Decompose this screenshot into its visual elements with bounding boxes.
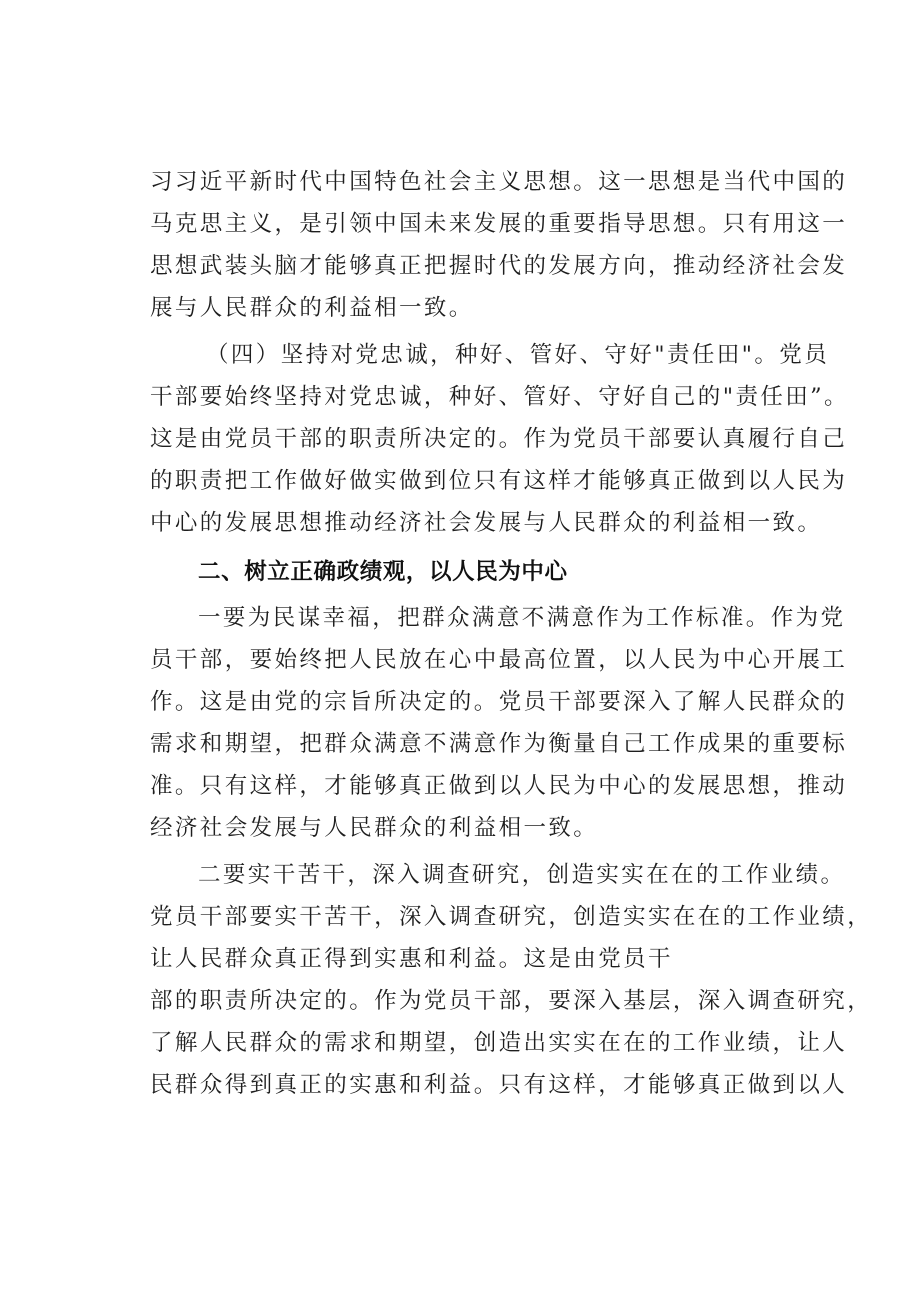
paragraph-line: 这是由党员干部的职责所决定的。作为党员干部要认真履行自己 — [150, 426, 848, 452]
paragraph-line: 需求和期望，把群众满意不满意作为衡量自己工作成果的重要标 — [150, 731, 848, 757]
paragraph-line: 习习近平新时代中国特色社会主义思想。这一思想是当代中国的 — [150, 169, 848, 195]
paragraph-line: （四）坚持对党忠诚，种好、管好、守好"责任田"。党员 — [206, 342, 830, 368]
paragraph-line: 展与人民群众的利益相一致。 — [150, 295, 474, 321]
paragraph-line: 部的职责所决定的。作为党员干部，要深入基层，深入调查研究， — [150, 988, 873, 1014]
paragraph-line: 马克思主义，是引领中国未来发展的重要指导思想。只有用这一 — [150, 211, 848, 237]
paragraph-line: 的职责把工作做好做实做到位只有这样才能够真正做到以人民为 — [150, 468, 848, 494]
paragraph-line: 经济社会发展与人民群众的利益相一致。 — [150, 815, 599, 841]
paragraph-line: 一要为民谋幸福，把群众满意不满意作为工作标准。作为党 — [198, 605, 846, 631]
paragraph-line: 中心的发展思想推动经济社会发展与人民群众的利益相一致。 — [150, 510, 823, 536]
paragraph-line: 作。这是由党的宗旨所决定的。党员干部要深入了解人民群众的 — [150, 689, 848, 715]
paragraph-line: 思想武装头脑才能够真正把握时代的发展方向，推动经济社会发 — [150, 253, 848, 279]
paragraph-line: 二要实干苦干，深入调查研究，创造实实在在的工作业绩。 — [198, 862, 846, 888]
paragraph-line: 让人民群众真正得到实惠和利益。这是由党员干 — [150, 946, 673, 972]
section-heading: 二、树立正确政绩观，以人民为中心 — [198, 559, 568, 585]
paragraph-line: 干部要始终坚持对党忠诚，种好、管好、守好自己的"责任田”。 — [150, 384, 849, 410]
paragraph-line: 党员干部要实干苦干，深入调查研究，创造实实在在的工作业绩， — [150, 904, 873, 930]
paragraph-line: 准。只有这样，才能够真正做到以人民为中心的发展思想，推动 — [150, 773, 848, 799]
paragraph-line: 民群众得到真正的实惠和利益。只有这样，才能够真正做到以人 — [150, 1072, 848, 1098]
paragraph-line: 了解人民群众的需求和期望，创造出实实在在的工作业绩，让人 — [150, 1030, 848, 1056]
paragraph-line: 员干部，要始终把人民放在心中最高位置，以人民为中心开展工 — [150, 647, 848, 673]
